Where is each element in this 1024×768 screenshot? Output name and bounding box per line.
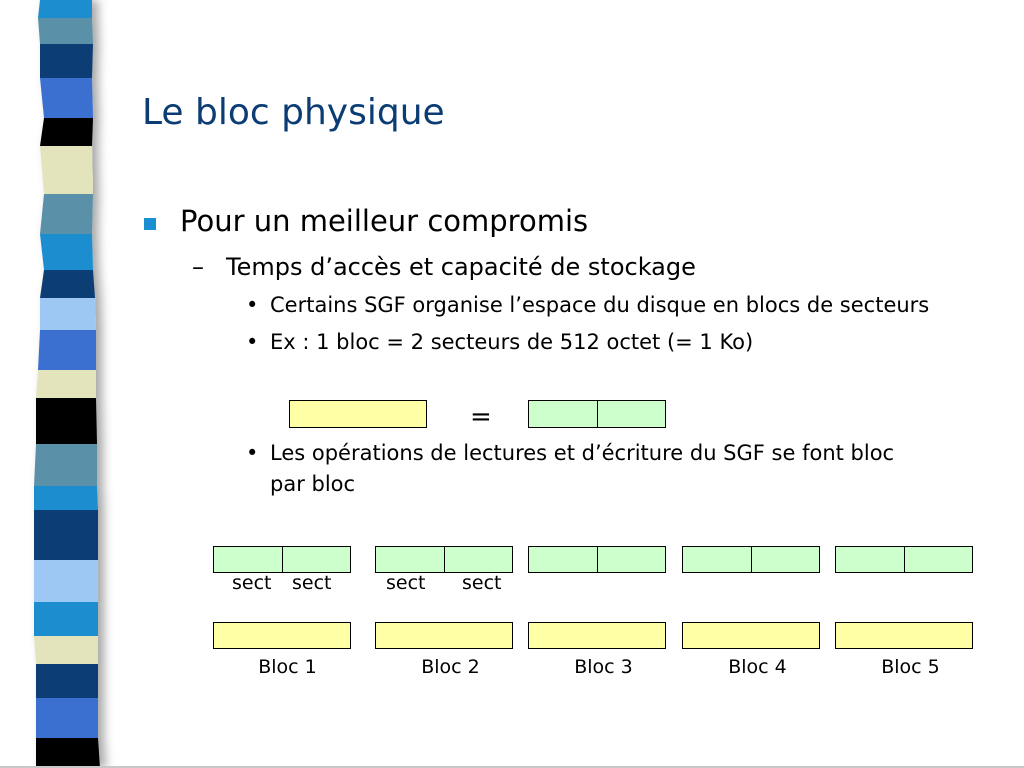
- sub-bullet: Temps d’accès et capacité de stockage: [226, 253, 696, 281]
- block-box: [213, 622, 351, 649]
- dot-bullet: •: [246, 293, 259, 317]
- block-box: [682, 622, 820, 649]
- block-box: [835, 622, 973, 649]
- sector-pair: [528, 546, 666, 573]
- point-2: Ex : 1 bloc = 2 secteurs de 512 octet (= 1 Ko): [270, 330, 754, 354]
- sector-pair: [375, 546, 513, 573]
- block-box: [375, 622, 513, 649]
- sector-label: sect: [232, 572, 272, 594]
- sector-pair: [528, 400, 666, 428]
- block-label: Bloc 5: [881, 656, 940, 678]
- sector-pair: [682, 546, 820, 573]
- main-bullet: Pour un meilleur compromis: [180, 204, 589, 238]
- sector-pair: [213, 546, 351, 573]
- block-label: Bloc 2: [421, 656, 480, 678]
- square-bullet-icon: [144, 218, 156, 230]
- sector-label: sect: [386, 572, 426, 594]
- sector-label: sect: [292, 572, 332, 594]
- block-label: Bloc 3: [574, 656, 633, 678]
- sector-pair: [835, 546, 973, 573]
- point-3-line-2: par bloc: [270, 472, 356, 496]
- point-3-line-1: Les opérations de lectures et d’écriture du SGF se font bloc: [270, 441, 895, 465]
- block-label: Bloc 1: [258, 656, 317, 678]
- equals-sign: =: [470, 402, 492, 432]
- slide-title: Le bloc physique: [142, 92, 445, 133]
- block-box: [528, 622, 666, 649]
- block-box: [289, 400, 427, 428]
- dash-bullet: –: [192, 253, 204, 281]
- decorative-stripe: [0, 0, 130, 768]
- point-1: Certains SGF organise l’espace du disque en blocs de secteurs: [270, 293, 930, 317]
- dot-bullet: •: [246, 330, 259, 354]
- dot-bullet: •: [246, 441, 259, 465]
- sector-label: sect: [462, 572, 502, 594]
- block-label: Bloc 4: [728, 656, 787, 678]
